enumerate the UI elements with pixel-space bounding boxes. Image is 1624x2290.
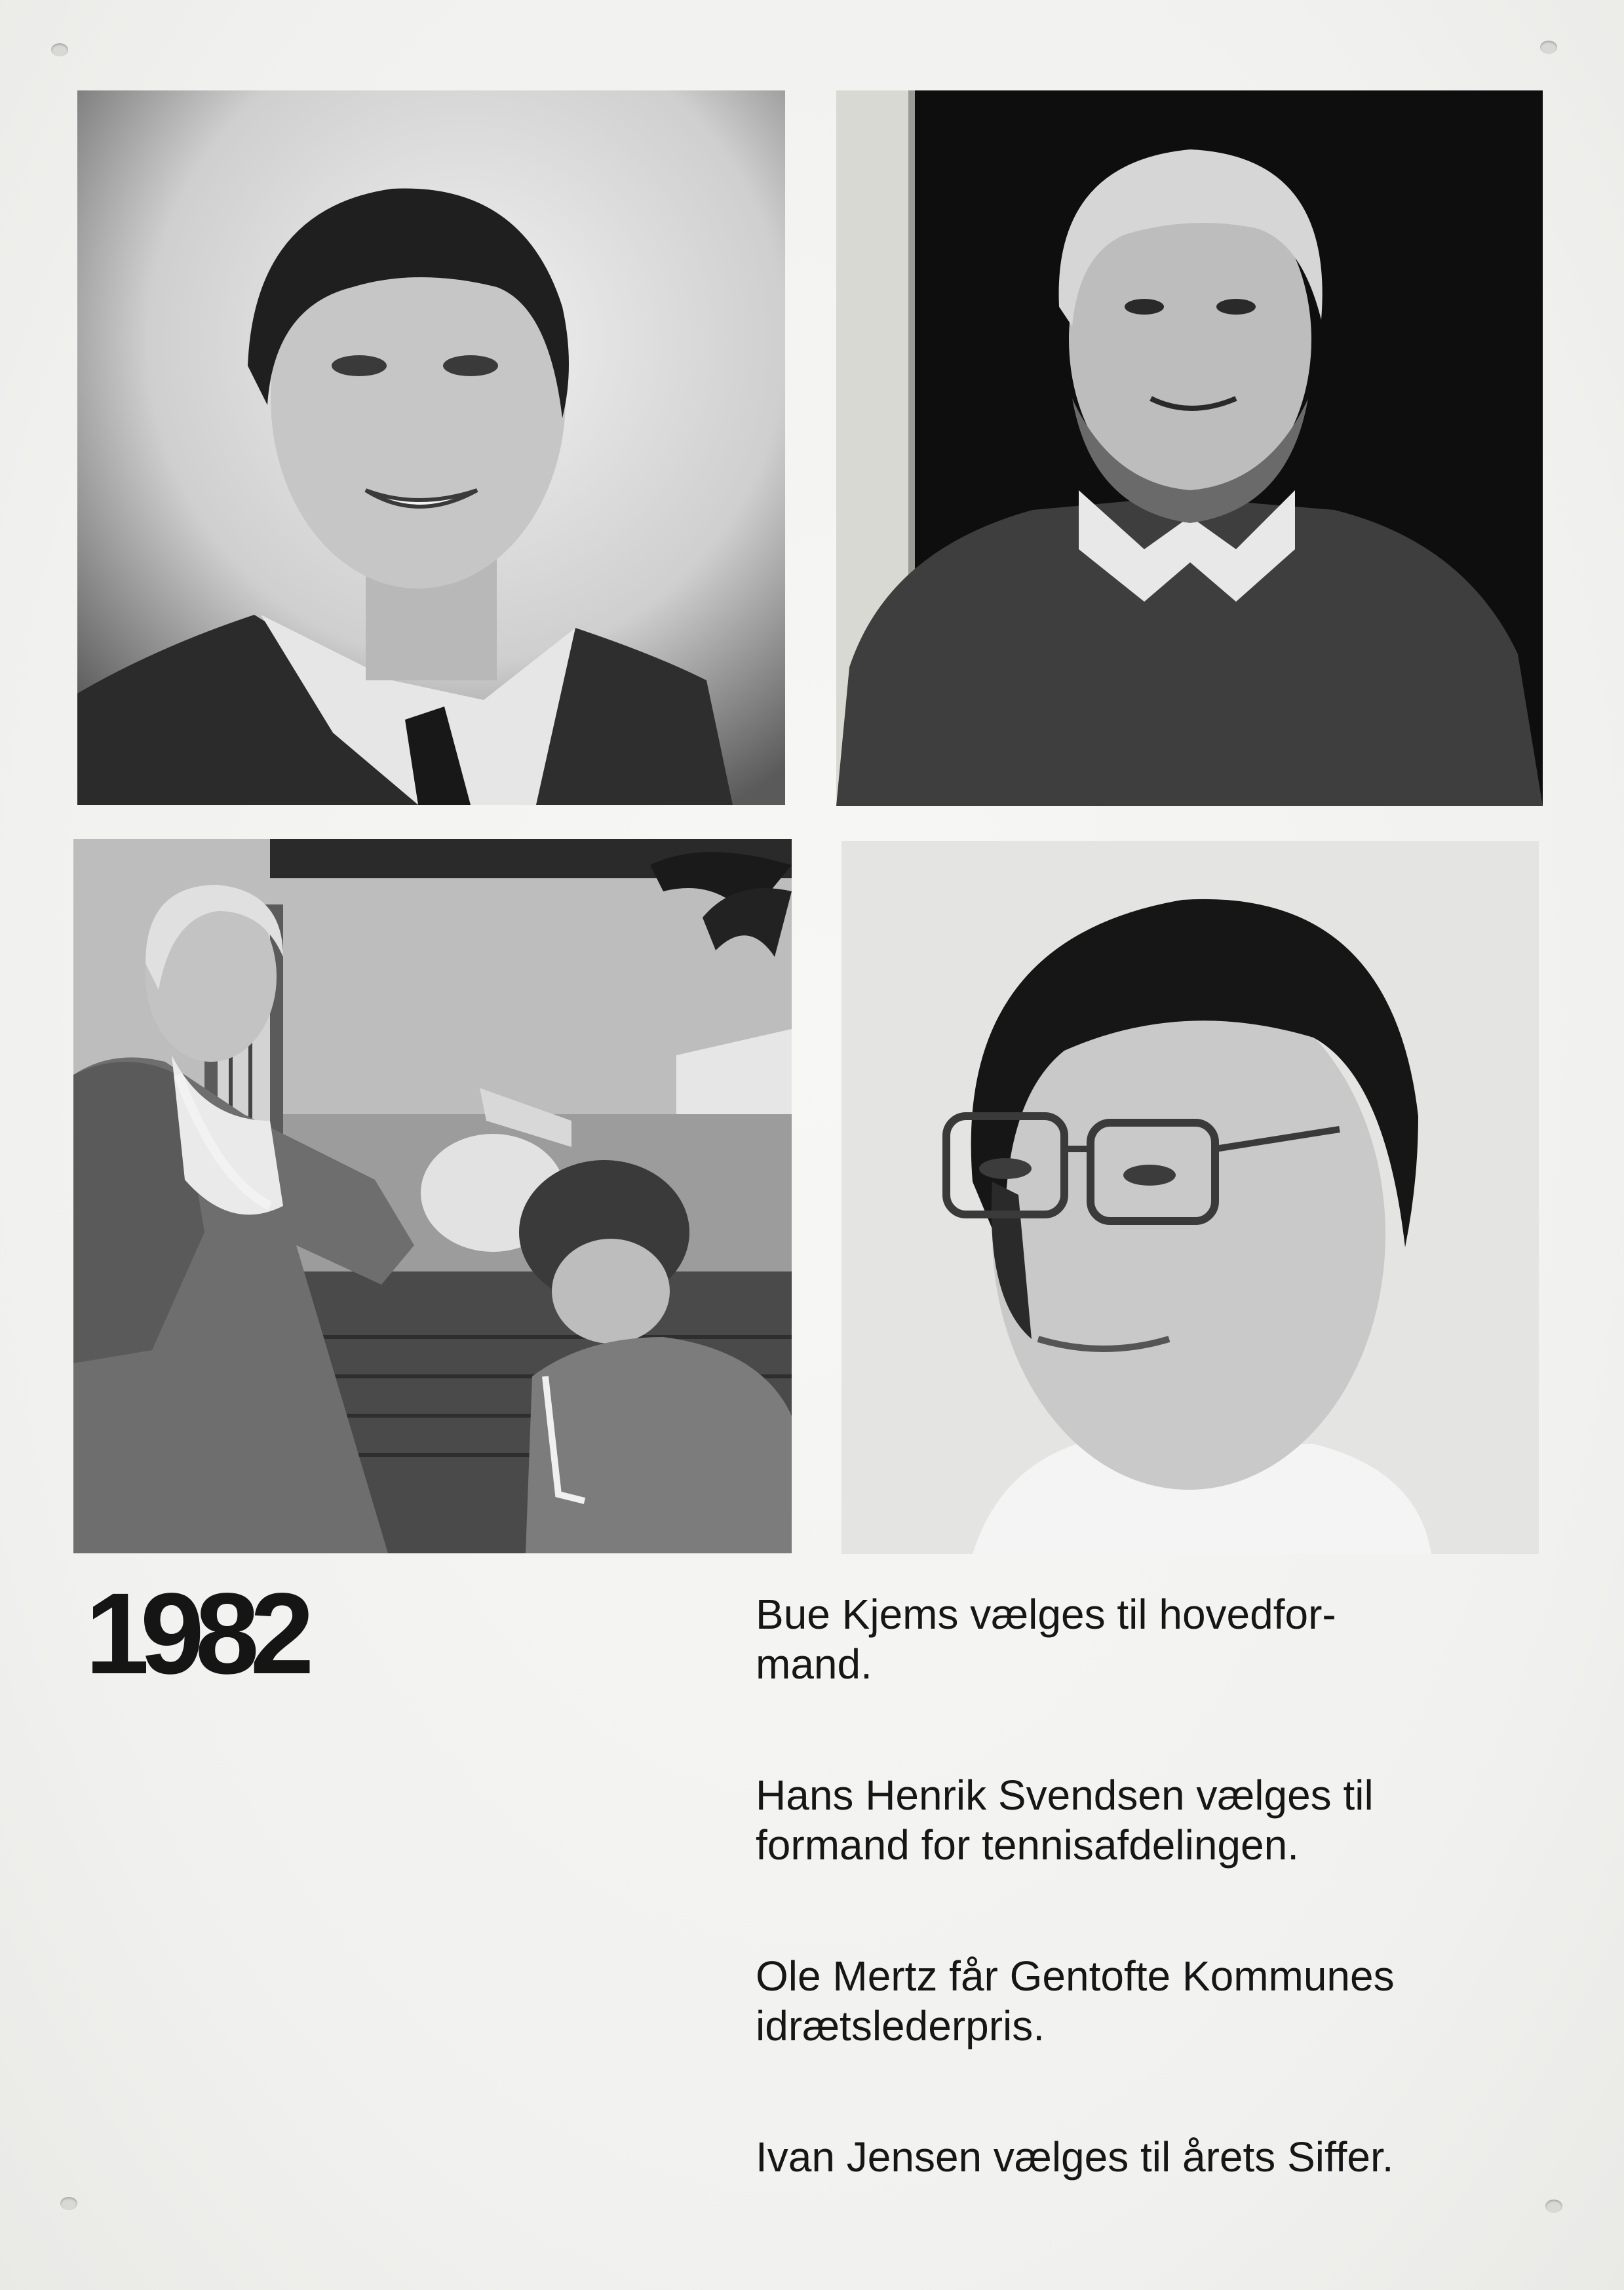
punch-hole-top-right bbox=[1540, 41, 1557, 54]
year-heading: 1982 bbox=[85, 1570, 305, 1698]
announcement-item: Bue Kjems vælges til hovedfor- mand. bbox=[756, 1591, 1336, 1688]
announcement-item: Ole Mertz får Gentofte Kommunes idrætslederpris. bbox=[756, 1952, 1395, 2049]
photo-portrait-sweater bbox=[836, 90, 1543, 806]
photo-medal-ceremony bbox=[73, 839, 792, 1553]
punch-hole-bottom-right bbox=[1545, 2200, 1562, 2213]
announcement-item: Hans Henrik Svendsen vælges til formand for tennisafdelingen. bbox=[756, 1772, 1374, 1869]
photo-portrait-suit bbox=[77, 90, 785, 805]
photo-portrait-glasses bbox=[841, 841, 1539, 1554]
announcement-list bbox=[756, 1589, 1555, 2182]
punch-hole-top-left bbox=[51, 43, 68, 56]
announcement-item: Ivan Jensen vælges til årets Siffer. bbox=[756, 2133, 1394, 2181]
punch-hole-bottom-left bbox=[60, 2197, 77, 2210]
